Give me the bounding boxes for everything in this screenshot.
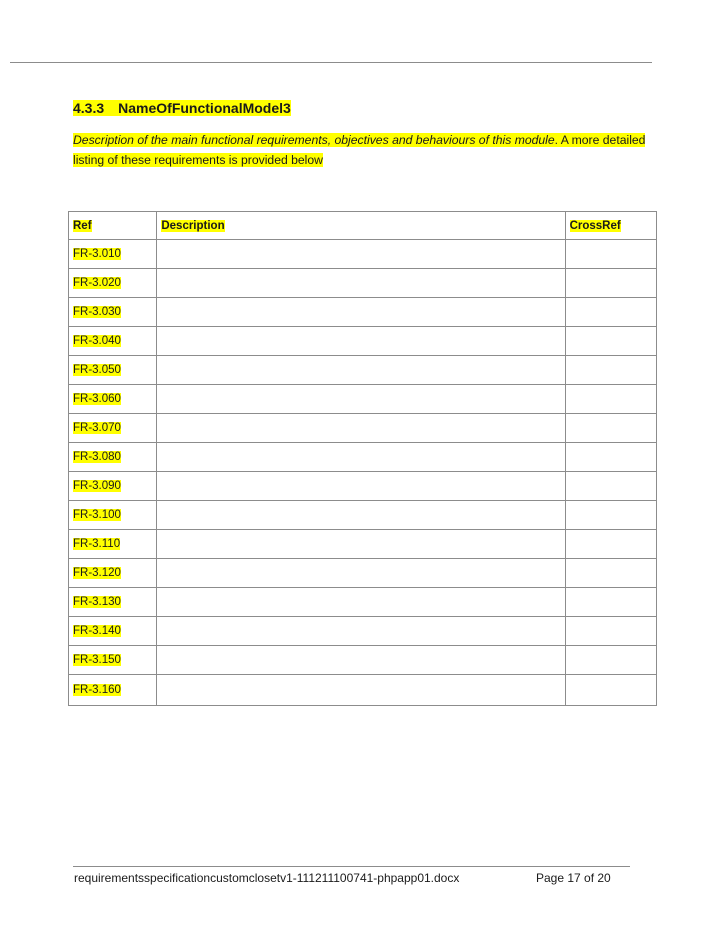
table-row bbox=[69, 240, 657, 269]
cell-ref: FR-3.110 bbox=[69, 530, 157, 559]
table-row bbox=[69, 356, 657, 385]
cell-crossref bbox=[565, 675, 656, 706]
table-row bbox=[69, 327, 657, 356]
cell-crossref bbox=[565, 356, 656, 385]
table-row bbox=[69, 472, 657, 501]
cell-ref: FR-3.040 bbox=[69, 327, 157, 356]
section-description bbox=[73, 131, 663, 170]
footer-page-number: Page 17 of 20 bbox=[536, 871, 611, 885]
requirements-table bbox=[68, 211, 657, 706]
cell-description bbox=[157, 356, 565, 385]
cell-crossref bbox=[565, 646, 656, 675]
cell-ref: FR-3.130 bbox=[69, 588, 157, 617]
cell-crossref bbox=[565, 443, 656, 472]
cell-crossref bbox=[565, 414, 656, 443]
table-body bbox=[69, 240, 657, 706]
header-ref: Ref bbox=[69, 212, 157, 240]
cell-crossref bbox=[565, 240, 656, 269]
cell-crossref bbox=[565, 472, 656, 501]
cell-description bbox=[157, 530, 565, 559]
cell-crossref bbox=[565, 298, 656, 327]
cell-ref: FR-3.060 bbox=[69, 385, 157, 414]
cell-crossref bbox=[565, 269, 656, 298]
cell-description bbox=[157, 414, 565, 443]
cell-description bbox=[157, 443, 565, 472]
cell-ref: FR-3.070 bbox=[69, 414, 157, 443]
cell-crossref bbox=[565, 588, 656, 617]
header-rule bbox=[10, 62, 652, 63]
table-row bbox=[69, 414, 657, 443]
table-row bbox=[69, 385, 657, 414]
cell-ref: FR-3.160 bbox=[69, 675, 157, 706]
table-row bbox=[69, 559, 657, 588]
cell-ref: FR-3.010 bbox=[69, 240, 157, 269]
cell-description bbox=[157, 472, 565, 501]
cell-ref: FR-3.140 bbox=[69, 617, 157, 646]
cell-crossref bbox=[565, 327, 656, 356]
section-number: 4.3.3 bbox=[73, 100, 105, 116]
cell-crossref bbox=[565, 617, 656, 646]
table-header-row bbox=[69, 212, 657, 240]
description-italic: Description of the main functional requirements, objectives and behaviours of this module bbox=[73, 133, 555, 147]
cell-crossref bbox=[565, 530, 656, 559]
table-row bbox=[69, 501, 657, 530]
table-row bbox=[69, 530, 657, 559]
cell-description bbox=[157, 588, 565, 617]
table-row bbox=[69, 675, 657, 706]
cell-ref: FR-3.150 bbox=[69, 646, 157, 675]
cell-description bbox=[157, 675, 565, 706]
table-row bbox=[69, 646, 657, 675]
cell-description bbox=[157, 617, 565, 646]
cell-ref: FR-3.080 bbox=[69, 443, 157, 472]
header-description: Description bbox=[157, 212, 565, 240]
table-row bbox=[69, 617, 657, 646]
cell-description bbox=[157, 646, 565, 675]
footer-rule bbox=[73, 866, 630, 867]
cell-description bbox=[157, 240, 565, 269]
footer-filename: requirementsspecificationcustomclosetv1-111211100741-phpapp01.docx bbox=[74, 871, 460, 885]
description-normal: . A more detailed listing of these requirements is provided below bbox=[73, 133, 646, 167]
table-row bbox=[69, 269, 657, 298]
cell-ref: FR-3.120 bbox=[69, 559, 157, 588]
cell-ref: FR-3.020 bbox=[69, 269, 157, 298]
section-title: NameOfFunctionalModel3 bbox=[118, 100, 291, 116]
table-row bbox=[69, 298, 657, 327]
cell-ref: FR-3.050 bbox=[69, 356, 157, 385]
header-crossref: CrossRef bbox=[565, 212, 656, 240]
cell-crossref bbox=[565, 385, 656, 414]
cell-description bbox=[157, 501, 565, 530]
table-row bbox=[69, 588, 657, 617]
cell-ref: FR-3.090 bbox=[69, 472, 157, 501]
cell-crossref bbox=[565, 559, 656, 588]
table-row bbox=[69, 443, 657, 472]
cell-crossref bbox=[565, 501, 656, 530]
cell-ref: FR-3.030 bbox=[69, 298, 157, 327]
cell-description bbox=[157, 298, 565, 327]
cell-ref: FR-3.100 bbox=[69, 501, 157, 530]
cell-description bbox=[157, 385, 565, 414]
section-heading bbox=[73, 100, 291, 117]
cell-description bbox=[157, 559, 565, 588]
cell-description bbox=[157, 269, 565, 298]
cell-description bbox=[157, 327, 565, 356]
